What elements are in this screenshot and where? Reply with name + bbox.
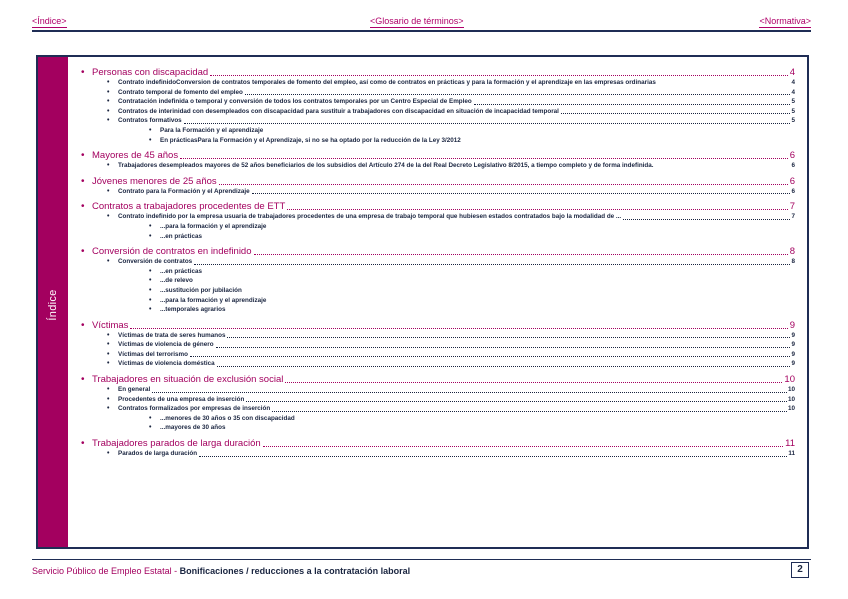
bullet-icon: • (149, 306, 152, 314)
toc-section (81, 320, 795, 372)
bullet-icon: • (81, 374, 85, 386)
toc-item-page: 9 (791, 350, 795, 358)
toc-section (81, 438, 795, 462)
toc-item-page: 5 (791, 117, 795, 125)
section-spacer (81, 196, 795, 199)
toc-item-page: 5 (791, 98, 795, 106)
page-number: 2 (791, 562, 809, 578)
toc-item-link[interactable] (81, 107, 795, 117)
bullet-icon: • (107, 79, 110, 86)
nav-link-normativa[interactable]: <Normativa> (759, 16, 811, 26)
toc-section-title: Víctimas (92, 319, 129, 331)
dot-leader (227, 337, 790, 338)
bullet-icon: • (81, 201, 85, 213)
bullet-icon: • (149, 232, 152, 240)
toc-subitem-link[interactable] (81, 276, 795, 286)
bullet-icon: • (107, 213, 110, 221)
dot-leader (217, 366, 791, 367)
toc-item-title: Contratación indefinida o temporal y conversión de todos los contratos temporales por un Centro Especial de Empleo (118, 98, 472, 106)
toc-section-link[interactable] (81, 201, 795, 212)
toc-section (81, 246, 795, 318)
bullet-icon: • (149, 136, 152, 144)
header-divider (32, 30, 811, 32)
section-spacer (81, 459, 795, 462)
toc-section-page: 6 (789, 150, 795, 162)
toc-subitem-link[interactable] (81, 232, 795, 242)
toc-subitem-title: ...para la formación y el aprendizaje (160, 222, 267, 230)
toc-section-title: Mayores de 45 años (92, 150, 179, 162)
bullet-icon: • (149, 222, 152, 230)
toc-section-link[interactable] (81, 320, 795, 331)
nav-link-glosario[interactable]: <Glosario de términos> (370, 16, 464, 26)
toc-subitem-link[interactable] (81, 296, 795, 306)
dot-leader (199, 456, 787, 457)
toc-section-page: 10 (784, 374, 795, 386)
toc-item-page: 8 (791, 258, 795, 266)
bullet-icon: • (107, 395, 110, 403)
toc-item-link[interactable] (81, 257, 795, 267)
dot-leader (216, 347, 791, 348)
bullet-icon: • (107, 162, 110, 170)
toc-item-link[interactable] (81, 97, 795, 107)
toc-item-link[interactable] (81, 161, 795, 171)
toc-item-page: 9 (791, 360, 795, 368)
toc-subitem-title: ...menores de 30 años o 35 con discapacidad (160, 414, 295, 422)
bullet-icon: • (107, 107, 110, 115)
bullet-icon: • (81, 67, 85, 78)
footer-organization: Servicio Público de Empleo Estatal (32, 566, 172, 576)
toc-section-title: Jóvenes menores de 25 años (92, 175, 217, 187)
toc-section (81, 201, 795, 244)
toc-item-title: Contrato temporal de fomento del empleo (118, 88, 243, 96)
toc-item-page: 4 (791, 79, 795, 86)
dot-leader (245, 94, 791, 95)
toc-item-link[interactable] (81, 350, 795, 360)
bullet-icon: • (149, 424, 152, 432)
toc-item-link[interactable] (81, 187, 795, 197)
toc-item-page: 10 (787, 386, 795, 394)
bullet-icon: • (107, 258, 110, 266)
toc-item-title: Contratos formativos (118, 117, 182, 125)
toc-item-title: Contrato indefinido por la empresa usuaria de trabajadores procedentes de una empresa de trabajo temporal que hubiesen estados contratados bajo la modalidad de ... (118, 213, 622, 221)
dot-leader (254, 254, 788, 255)
toc-item-title: Contrato para la Formación y el Aprendizaje (118, 187, 250, 195)
bullet-icon: • (81, 438, 85, 450)
bullet-icon: • (107, 360, 110, 368)
toc-subitem-link[interactable] (81, 136, 795, 146)
toc-subitem-link[interactable] (81, 222, 795, 232)
toc-subitem-title: ...mayores de 30 años (160, 424, 226, 432)
bullet-icon: • (107, 386, 110, 394)
dot-leader (194, 264, 790, 265)
toc-subitem-link[interactable] (81, 126, 795, 136)
toc-section-title: Trabajadores en situación de exclusión social (92, 374, 284, 386)
toc-section (81, 67, 795, 148)
toc-section-title: Trabajadores parados de larga duración (92, 438, 261, 450)
bullet-icon: • (107, 187, 110, 195)
toc-item-page: 6 (791, 187, 795, 195)
section-spacer (81, 145, 795, 148)
dot-leader (263, 446, 783, 447)
section-spacer (81, 369, 795, 372)
footer-divider (32, 559, 811, 560)
toc-section (81, 374, 795, 436)
dot-leader (184, 123, 791, 124)
toc-item-page: 9 (791, 341, 795, 349)
bullet-icon: • (149, 414, 152, 422)
bullet-icon: • (107, 331, 110, 339)
bullet-icon: • (149, 296, 152, 304)
bullet-icon: • (149, 267, 152, 275)
dot-leader (180, 158, 788, 159)
toc-item-title: Víctimas de violencia doméstica (118, 360, 215, 368)
toc-section-link[interactable] (81, 438, 795, 449)
toc-item-link[interactable] (81, 395, 795, 405)
toc-section-page: 8 (789, 246, 795, 258)
toc-subitem-link[interactable] (81, 267, 795, 277)
toc-section-page: 7 (789, 201, 795, 213)
dot-leader (272, 411, 787, 412)
bullet-icon: • (107, 350, 110, 358)
toc-item-page: 10 (787, 395, 795, 403)
toc-item-link[interactable] (81, 404, 795, 414)
toc-section-page: 4 (789, 67, 795, 78)
index-frame (36, 55, 809, 549)
toc-item-page: 10 (787, 405, 795, 413)
bullet-icon: • (107, 98, 110, 106)
bullet-icon: • (149, 286, 152, 294)
footer (32, 566, 410, 576)
toc-item-title: Trabajadores desempleados mayores de 52 años beneficiarios de los subsidios del Artículo 274 de la del Real Decreto Legislativo 8/2015, a tiempo completo y de forma indefinida. (118, 162, 654, 170)
dot-leader (474, 104, 791, 105)
toc-subitem-title: ...de relevo (160, 277, 193, 285)
toc-item-title: Víctimas del terrorismo (118, 350, 188, 358)
toc-item-link[interactable] (81, 359, 795, 369)
section-spacer (81, 171, 795, 174)
toc-item-title: Conversión de contratos (118, 258, 193, 266)
toc-item-page: 4 (791, 88, 795, 96)
toc-subitem-link[interactable] (81, 305, 795, 315)
nav-link-indice[interactable]: <Índice> (32, 16, 67, 26)
toc-subitem-link[interactable] (81, 423, 795, 433)
toc-section-link[interactable] (81, 246, 795, 257)
toc-item-page: 11 (788, 450, 795, 458)
toc-item-title: Contratos de interinidad con desempleados con discapacidad para sustituir a trabajadores con discapacidad en situación de incapacidad temporal (118, 107, 559, 115)
toc-subitem-title: ...en prácticas (160, 232, 202, 240)
toc-item-title: Víctimas de violencia de género (118, 341, 214, 349)
toc-section-link[interactable] (81, 67, 795, 78)
toc-item-link[interactable] (81, 331, 795, 341)
toc-section-page: 9 (789, 319, 795, 331)
toc-section-page: 6 (789, 175, 795, 187)
bullet-icon: • (107, 117, 110, 125)
toc-subitem-title: ...para la formación y el aprendizaje (160, 296, 267, 304)
toc-section-page: 11 (785, 438, 795, 450)
toc-item-link[interactable] (81, 88, 795, 98)
toc-section (81, 150, 795, 174)
toc-item-title: En general (118, 386, 151, 394)
toc-item-page: 5 (791, 107, 795, 115)
dot-leader (190, 356, 790, 357)
toc-item-title: Víctimas de trata de seres humanos (118, 331, 226, 339)
toc-section-title: Personas con discapacidad (92, 67, 209, 78)
toc-subitem-title: ...temporales agrarios (160, 306, 226, 314)
toc-section-title: Conversión de contratos en indefinido (92, 246, 252, 258)
toc-item-link[interactable] (81, 78, 795, 88)
table-of-contents (81, 65, 795, 462)
toc-item-title: Procedentes de una empresa de inserción (118, 395, 245, 403)
dot-leader (210, 75, 788, 76)
section-spacer (81, 241, 795, 244)
toc-item-title: Contrato indefinidoConversion de contratos temporales de fomento del empleo, así como de contratos en prácticas y para la formación y el aprendizaje en las empresas ordinarias (118, 79, 656, 86)
toc-item-page: 6 (791, 162, 795, 170)
bullet-icon: • (81, 150, 85, 162)
dot-leader (561, 113, 791, 114)
section-spacer (81, 433, 795, 436)
toc-subitem-title: En prácticasPara la Formación y el Aprendizaje, si no se ha optado por la reducción de la Ley 3/2012 (160, 136, 461, 144)
toc-section-link[interactable] (81, 176, 795, 187)
toc-section-title: Contratos a trabajadores procedentes de ETT (92, 201, 286, 213)
dot-leader (252, 193, 791, 194)
toc-item-link[interactable] (81, 385, 795, 395)
bullet-icon: • (81, 319, 85, 331)
toc-section-link[interactable] (81, 150, 795, 161)
toc-item-link[interactable] (81, 116, 795, 126)
toc-item-title: Contratos formalizados por empresas de inserción (118, 405, 271, 413)
bullet-icon: • (107, 405, 110, 413)
dot-leader (152, 392, 787, 393)
section-spacer (81, 315, 795, 318)
dot-leader (287, 209, 787, 210)
toc-subitem-title: ...sustitución por jubilación (160, 286, 242, 294)
footer-document-title: Bonificaciones / reducciones a la contratación laboral (179, 566, 411, 576)
index-sidebar (38, 57, 68, 547)
bullet-icon: • (81, 246, 85, 258)
bullet-icon: • (107, 341, 110, 349)
dot-leader (130, 328, 787, 329)
top-navigation (32, 16, 811, 30)
toc-item-page: 9 (791, 331, 795, 339)
bullet-icon: • (107, 450, 110, 458)
bullet-icon: • (149, 277, 152, 285)
sidebar-label: Índice (47, 289, 59, 321)
toc-item-page: 7 (791, 213, 795, 221)
bullet-icon: • (149, 126, 152, 134)
footer-separator: - (171, 566, 180, 576)
toc-subitem-title: Para la Formación y el aprendizaje (160, 126, 264, 134)
toc-item-title: Parados de larga duración (118, 450, 198, 458)
bullet-icon: • (107, 88, 110, 96)
toc-section-link[interactable] (81, 374, 795, 385)
toc-item-link[interactable] (81, 449, 795, 459)
dot-leader (285, 382, 782, 383)
dot-leader (246, 401, 787, 402)
toc-item-link[interactable] (81, 212, 795, 222)
toc-item-link[interactable] (81, 340, 795, 350)
toc-section (81, 176, 795, 200)
toc-subitem-link[interactable] (81, 414, 795, 424)
toc-subitem-title: ...en prácticas (160, 267, 202, 275)
dot-leader (219, 184, 788, 185)
dot-leader (623, 219, 790, 220)
bullet-icon: • (81, 175, 85, 187)
toc-subitem-link[interactable] (81, 286, 795, 296)
